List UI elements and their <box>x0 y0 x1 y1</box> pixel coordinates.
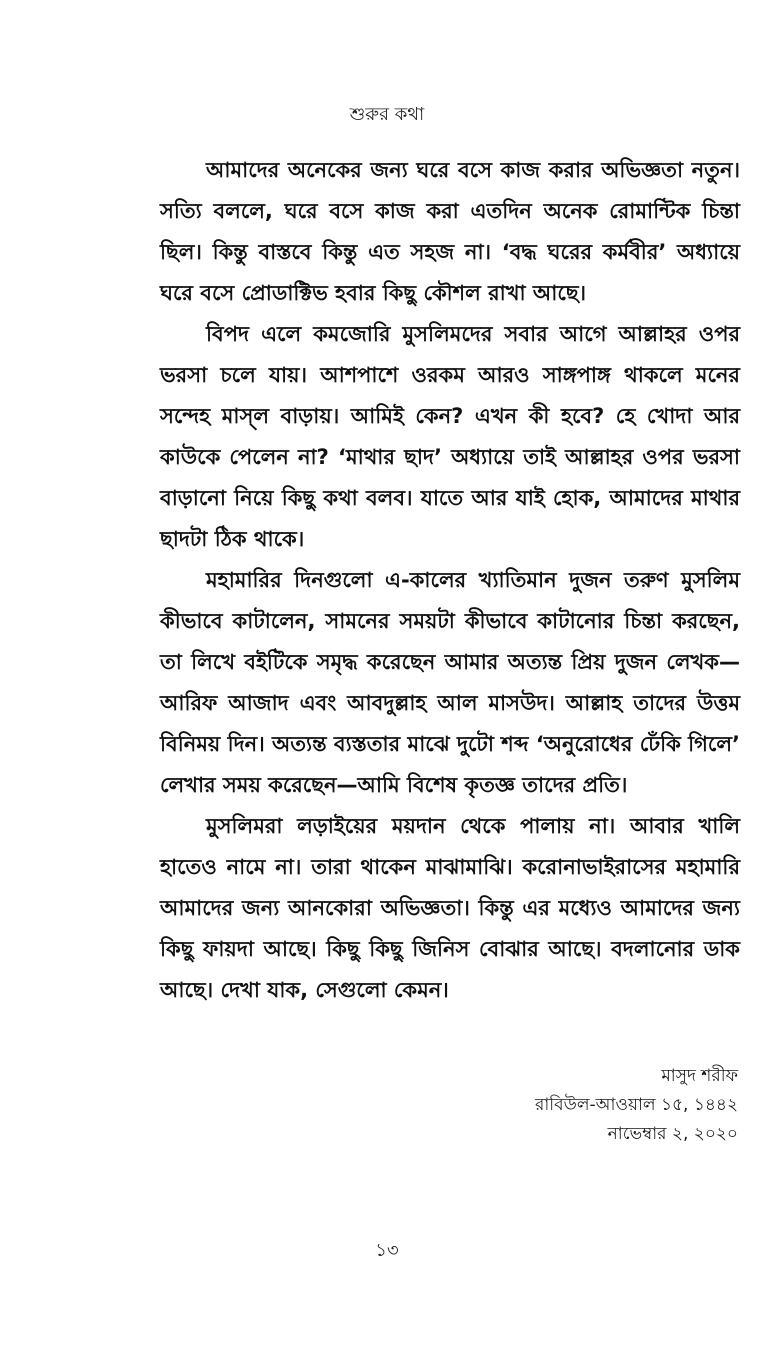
signature-block <box>535 1062 738 1149</box>
author-name: মাসুদ শরীফ <box>661 1066 738 1086</box>
paragraph-4: মুসলিমরা লড়াইয়ের ময়দান থেকে পালায় না। আবার খালি হাতেও নামে না। তারা থাকেন মাঝামাঝি। করোনাভাইরাসের মহামারি আমাদের জন্য আনকোরা অভিজ্ঞতা। কিন্তু এর মধ্যেও আমাদের জন্য কিছু ফায়দা আছে। কিছু কিছু জিনিস বোঝার আছে। বদলানোর ডাক আছে। দেখা যাক, সেগুলো কেমন। <box>160 814 740 1002</box>
page-number: ১৩ <box>375 1240 399 1261</box>
body-text <box>160 150 740 1011</box>
gregorian-date: নাভেম্বার ২, ২০২০ <box>607 1124 738 1144</box>
hijri-date: রাবিউল-আওয়াল ১৫, ১৪৪২ <box>534 1095 738 1115</box>
paragraph-3: মহামারির দিনগুলো এ-কালের খ্যাতিমান দুজন তরুণ মুসলিম কীভাবে কাটালেন, সামনের সময়টা কীভাবে কাটানোর চিন্তা করছেন, তা লিখে বইটিকে সমৃদ্ধ করেছেন আমার অত্যন্ত প্রিয় দুজন লেখক—আরিফ আজাদ এবং আবদুল্লাহ আল মাসউদ। আল্লাহ তাদের উত্তম বিনিময় দিন। অত্যন্ত ব্যস্ততার মাঝে দুটো শব্দ ‘অনুরোধের ঢেঁকি গিলে’ লেখার সময় করেছেন—আমি বিশেষ কৃতজ্ঞ তাদের প্রতি। <box>160 568 740 797</box>
running-head: শুরুর কথা <box>349 104 425 125</box>
paragraph-2: বিপদ এলে কমজোরি মুসলিমদের সবার আগে আল্লাহর ওপর ভরসা চলে যায়। আশপাশে ওরকম আরও সাঙ্গপাঙ্গ থাকলে মনের সন্দেহ মাস্‌ল বাড়ায়। আমিই কেন? এখন কী হবে? হে খোদা আর কাউকে পেলেন না? ‘মাথার ছাদ’ অধ্যায়ে তাই আল্লাহর ওপর ভরসা বাড়ানো নিয়ে কিছু কথা বলব। যাতে আর যাই হোক, আমাদের মাথার ছাদটা ঠিক থাকে। <box>160 322 740 551</box>
paragraph-1: আমাদের অনেকের জন্য ঘরে বসে কাজ করার অভিজ্ঞতা নতুন। সত্যি বললে, ঘরে বসে কাজ করা এতদিন অনেক রোমান্টিক চিন্তা ছিল। কিন্তু বাস্তবে কিন্তু এত সহজ না। ‘বদ্ধ ঘরের কর্মবীর’ অধ্যায়ে ঘরে বসে প্রোডাক্টিভ হবার কিছু কৌশল রাখা আছে। <box>160 158 740 305</box>
